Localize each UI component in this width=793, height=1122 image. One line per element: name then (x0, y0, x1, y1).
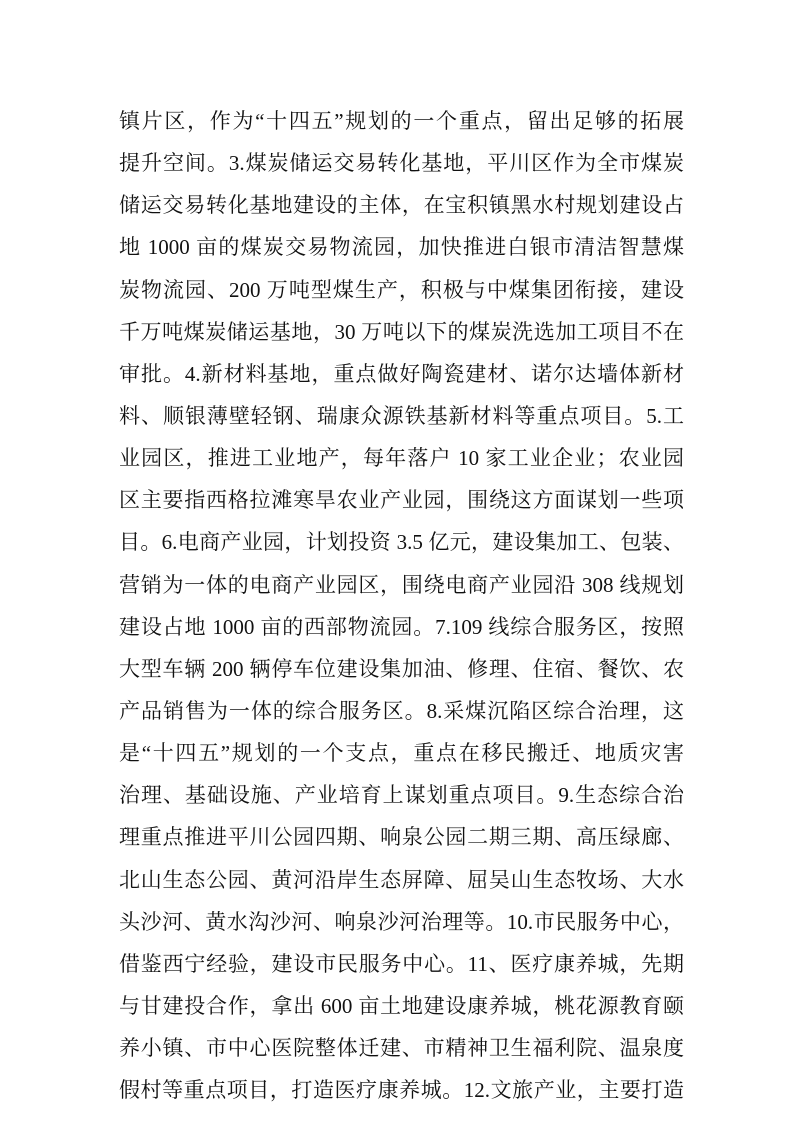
document-body (119, 100, 684, 1111)
text-line: 储运交易转化基地建设的主体，在宝积镇黑水村规划建设占 (119, 193, 684, 218)
text-line: 提升空间。3.煤炭储运交易转化基地，平川区作为全市煤炭 (119, 151, 684, 176)
text-line: 千万吨煤炭储运基地，30 万吨以下的煤炭洗选加工项目不在 (119, 319, 684, 344)
text-line: 大型车辆 200 辆停车位建设集加油、修理、住宿、餐饮、农 (119, 656, 684, 681)
text-line: 料、顺银薄壁轻钢、瑞康众源铁基新材料等重点项目。5.工 (119, 403, 684, 428)
text-line: 假村等重点项目，打造医疗康养城。12.文旅产业，主要打造 (119, 1078, 684, 1103)
text-line: 区主要指西格拉滩寒旱农业产业园，围绕这方面谋划一些项 (119, 488, 684, 513)
text-line: 与甘建投合作，拿出 600 亩土地建设康养城，桃花源教育颐 (119, 993, 684, 1018)
text-line: 业园区，推进工业地产，每年落户 10 家工业企业；农业园 (119, 446, 684, 471)
text-line: 理重点推进平川公园四期、响泉公园二期三期、高压绿廊、 (119, 825, 684, 850)
text-line: 镇片区，作为“十四五”规划的一个重点，留出足够的拓展 (119, 109, 684, 133)
text-line: 北山生态公园、黄河沿岸生态屏障、屈吴山生态牧场、大水 (119, 867, 684, 892)
text-line: 建设占地 1000 亩的西部物流园。7.109 线综合服务区，按照 (119, 614, 684, 639)
text-line: 目。6.电商产业园，计划投资 3.5 亿元，建设集加工、包装、 (119, 530, 684, 555)
text-line: 地 1000 亩的煤炭交易物流园，加快推进白银市清洁智慧煤 (119, 235, 684, 260)
text-line: 借鉴西宁经验，建设市民服务中心。11、医疗康养城，先期 (119, 951, 684, 976)
text-line: 养小镇、市中心医院整体迁建、市精神卫生福利院、温泉度 (119, 1036, 684, 1061)
text-line: 产品销售为一体的综合服务区。8.采煤沉陷区综合治理，这 (119, 698, 684, 723)
text-line: 营销为一体的电商产业园区，围绕电商产业园沿 308 线规划 (119, 572, 684, 597)
text-line: 头沙河、黄水沟沙河、响泉沙河治理等。10.市民服务中心， (119, 909, 684, 934)
text-line: 治理、基础设施、产业培育上谋划重点项目。9.生态综合治 (119, 783, 684, 808)
text-line: 炭物流园、200 万吨型煤生产，积极与中煤集团衔接，建设 (119, 277, 684, 302)
text-line: 审批。4.新材料基地，重点做好陶瓷建材、诺尔达墙体新材 (119, 361, 684, 386)
text-line: 是“十四五”规划的一个支点，重点在移民搬迁、地质灾害 (119, 741, 684, 766)
